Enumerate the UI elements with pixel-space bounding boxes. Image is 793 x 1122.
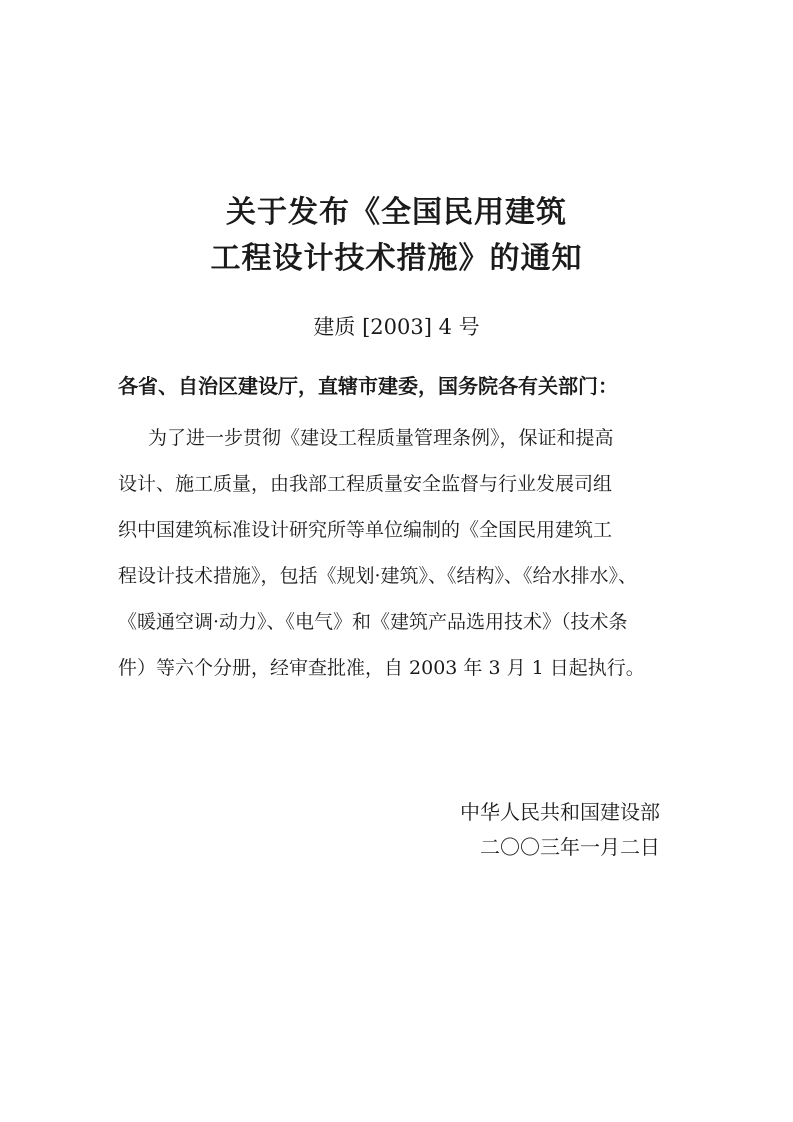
document-number: 建质 [2003] 4 号 [313, 315, 480, 339]
body-line: 为了进一步贯彻《建设工程质量管理条例》，保证和提高 [148, 427, 614, 449]
notice-body [118, 421, 678, 697]
body-line: 设计、施工质量，由我部工程质量安全监督与行业发展司组 [118, 473, 613, 495]
notice-title-line-1: 关于发布《全国民用建筑 [226, 195, 567, 230]
body-line: 《暖通空调·动力》、《电气》和《建筑产品选用技术》（技术条 [118, 611, 628, 633]
issue-date: 二〇〇三年一月二日 [480, 835, 660, 859]
body-line: 件）等六个分册，经审查批准，自 2003 年 3 月 1 日起执行。 [118, 657, 645, 679]
body-line: 程设计技术措施》，包括《规划·建筑》、《结构》、《给水排水》、 [118, 565, 638, 587]
salutation: 各省、自治区建设厅，直辖市建委，国务院各有关部门： [118, 374, 618, 398]
body-line: 织中国建筑标准设计研究所等单位编制的《全国民用建筑工 [118, 519, 613, 541]
notice-title-line-2: 工程设计技术措施》的通知 [210, 241, 583, 276]
issuing-authority: 中华人民共和国建设部 [460, 800, 660, 824]
